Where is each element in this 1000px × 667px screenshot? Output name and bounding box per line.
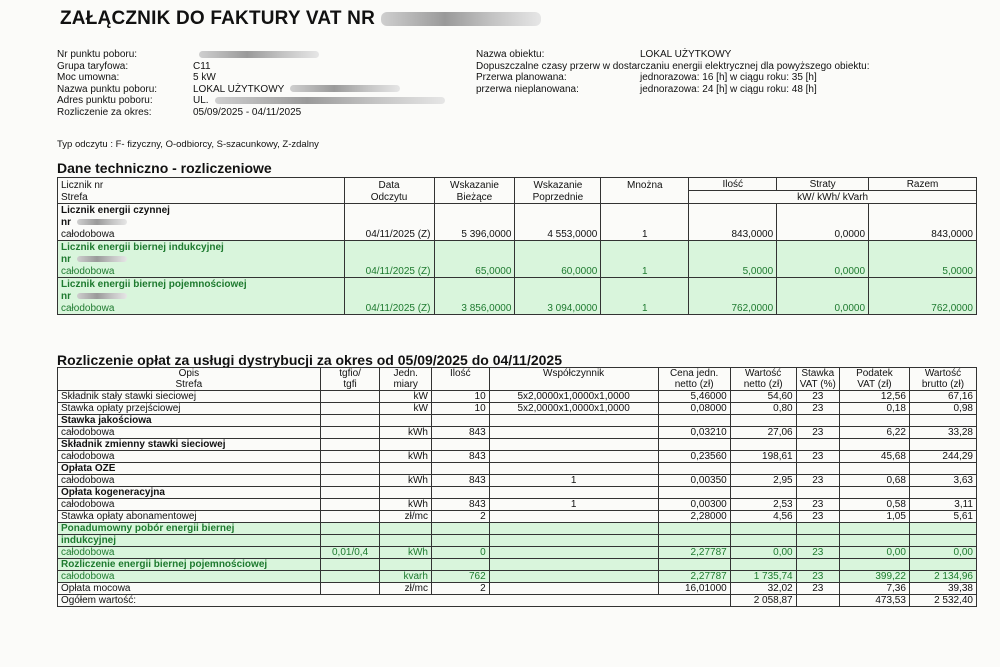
fee-st: 23 — [796, 475, 839, 487]
meter-number-row — [58, 253, 977, 265]
reading-ilosc: 5,0000 — [689, 265, 777, 278]
fee-st: 23 — [796, 499, 839, 511]
fee-opis: Stawka opłaty abonamentowej — [58, 511, 321, 523]
object-info-row — [476, 49, 870, 61]
t2-total-row — [58, 595, 977, 607]
pod-info-value: C11 — [193, 60, 211, 72]
fee-opis: Stawka opłaty przejściowej — [58, 403, 321, 415]
t2-h-tgfi: tgfi — [320, 379, 380, 391]
fee-st: 23 — [796, 451, 839, 463]
fee-wb: 3,11 — [909, 499, 976, 511]
t2-h-wn-netto: netto (zł) — [730, 379, 796, 391]
t1-h-odczytu: Odczytu — [344, 191, 434, 204]
fee-item-row — [58, 427, 977, 439]
meter-name: Licznik energii biernej pojemnościowej — [58, 278, 345, 291]
fee-tg — [320, 583, 380, 595]
fee-wn: 198,61 — [730, 451, 796, 463]
fee-pv: 7,36 — [839, 583, 909, 595]
t2-h-strefa: Strefa — [58, 379, 321, 391]
fee-wn: 2,95 — [730, 475, 796, 487]
fee-opis: całodobowa — [58, 451, 321, 463]
fee-st: 23 — [796, 427, 839, 439]
reading-strefa: całodobowa — [58, 265, 345, 278]
total-netto: 2 058,87 — [730, 595, 796, 607]
fee-item-row — [58, 475, 977, 487]
object-info-label: przerwa nieplanowana: — [476, 83, 579, 95]
t1-h-biezace: Bieżące — [434, 191, 515, 204]
reading-biezace: 5 396,0000 — [434, 228, 515, 241]
fee-tg — [320, 427, 380, 439]
redacted-value — [199, 51, 319, 58]
t2-header-row-2 — [58, 379, 977, 391]
reading-razem: 843,0000 — [869, 228, 977, 241]
fee-wsp: 5x2,0000x1,0000x1,0000 — [489, 403, 658, 415]
fee-wb: 39,38 — [909, 583, 976, 595]
fee-pv: 0,58 — [839, 499, 909, 511]
reading-strefa: całodobowa — [58, 228, 345, 241]
pod-info-label: Moc umowna: — [57, 72, 120, 83]
object-info-row — [476, 84, 870, 96]
section-technical-title: Dane techniczno - rozliczeniowe — [57, 160, 272, 176]
fee-cena: 0,08000 — [658, 403, 730, 415]
fee-group-name: Opłata kogeneracyjna — [58, 487, 321, 499]
redacted-invoice-number — [381, 12, 541, 26]
fee-wb: 244,29 — [909, 451, 976, 463]
t1-header-row-2 — [58, 191, 977, 204]
t1-header-row-1 — [58, 178, 977, 191]
fee-group-row — [58, 559, 977, 571]
fee-pv: 45,68 — [839, 451, 909, 463]
pod-info-value: LOKAL UŻYTKOWY — [193, 83, 285, 95]
fee-opis: całodobowa — [58, 475, 321, 487]
fee-wn: 32,02 — [730, 583, 796, 595]
fee-cena: 0,23560 — [658, 451, 730, 463]
pod-info-row — [57, 72, 445, 84]
fee-il: 0 — [431, 547, 489, 559]
fee-st: 23 — [796, 511, 839, 523]
pod-info-label: Grupa taryfowa: — [57, 60, 129, 72]
t1-h-poprzednie: Poprzednie — [515, 191, 601, 204]
fee-il: 2 — [431, 583, 489, 595]
fee-il: 10 — [431, 391, 489, 403]
pod-info-row — [57, 84, 445, 96]
fee-cena: 16,01000 — [658, 583, 730, 595]
t1-h-ilosc: Ilość — [689, 178, 777, 191]
t2-h-cena-netto: netto (zł) — [658, 379, 730, 391]
fee-wsp: 5x2,0000x1,0000x1,0000 — [489, 391, 658, 403]
distribution-fees-table — [57, 367, 977, 607]
fee-group-row — [58, 535, 977, 547]
fee-tg: 0,01/0,4 — [320, 547, 380, 559]
meter-name-row — [58, 204, 977, 217]
fee-item-row — [58, 511, 977, 523]
fee-opis: całodobowa — [58, 427, 321, 439]
t2-h-wn: Wartość — [730, 368, 796, 380]
meter-number — [58, 290, 345, 302]
fee-cena: 0,00350 — [658, 475, 730, 487]
meter-reading-row — [58, 265, 977, 278]
meter-name: Licznik energii czynnej — [58, 204, 345, 217]
meter-nr-label: nr — [61, 254, 71, 265]
fee-group-name: indukcyjnej — [58, 535, 321, 547]
fee-jm: zł/mc — [380, 511, 432, 523]
pod-info-value: 5 kW — [193, 72, 216, 83]
t2-h-brutto: brutto (zł) — [909, 379, 976, 391]
fee-cena: 0,00300 — [658, 499, 730, 511]
fee-wb: 0,98 — [909, 403, 976, 415]
fee-jm: kvarh — [380, 571, 432, 583]
meter-number — [58, 216, 345, 228]
fee-opis: Składnik stały stawki sieciowej — [58, 391, 321, 403]
fee-il: 2 — [431, 511, 489, 523]
fee-tg — [320, 499, 380, 511]
t2-h-opis: Opis — [58, 368, 321, 380]
t1-h-data: Data — [344, 178, 434, 191]
fee-jm: zł/mc — [380, 583, 432, 595]
redacted-value — [215, 97, 445, 104]
fee-group-name: Stawka jakościowa — [58, 415, 321, 427]
t1-h-straty: Straty — [777, 178, 869, 191]
fee-group-name: Opłata OZE — [58, 463, 321, 475]
object-info-value: jednorazowa: 24 [h] w ciągu roku: 48 [h] — [640, 83, 817, 95]
fee-jm: kWh — [380, 475, 432, 487]
fee-st: 23 — [796, 391, 839, 403]
fee-pv: 6,22 — [839, 427, 909, 439]
point-of-delivery-info — [57, 49, 445, 118]
fee-wn: 0,00 — [730, 547, 796, 559]
fee-tg — [320, 403, 380, 415]
pod-info-label: Rozliczenie za okres: — [57, 106, 152, 118]
fee-wb: 3,63 — [909, 475, 976, 487]
t1-h-wskazanie-p: Wskazanie — [515, 178, 601, 191]
object-info — [476, 49, 870, 95]
reading-types-legend: Typ odczytu : F- fizyczny, O-odbiorcy, S-szacunkowy, Z-zdalny — [57, 139, 319, 150]
fee-item-row — [58, 583, 977, 595]
fee-item-row — [58, 451, 977, 463]
meter-name-row — [58, 278, 977, 291]
fee-pv: 1,05 — [839, 511, 909, 523]
fee-pv: 0,00 — [839, 547, 909, 559]
reading-poprzednie: 60,0000 — [515, 265, 601, 278]
fee-opis: całodobowa — [58, 571, 321, 583]
fee-wsp — [489, 583, 658, 595]
t1-h-units: kW/ kWh/ kVarh — [689, 191, 977, 204]
fee-wn: 27,06 — [730, 427, 796, 439]
pod-info-label: Nazwa punktu poboru: — [57, 83, 158, 95]
fee-item-row — [58, 571, 977, 583]
fee-item-row — [58, 403, 977, 415]
fee-cena: 2,27787 — [658, 571, 730, 583]
object-info-value: LOKAL UŻYTKOWY — [640, 49, 732, 60]
fee-group-row — [58, 463, 977, 475]
fee-wsp: 1 — [489, 475, 658, 487]
reading-razem: 5,0000 — [869, 265, 977, 278]
fee-wn: 1 735,74 — [730, 571, 796, 583]
t2-h-vat-pct: VAT (%) — [796, 379, 839, 391]
total-vat: 473,53 — [839, 595, 909, 607]
fee-wn: 2,53 — [730, 499, 796, 511]
fee-opis: całodobowa — [58, 499, 321, 511]
fee-il: 10 — [431, 403, 489, 415]
title-text: ZAŁĄCZNIK DO FAKTURY VAT NR — [60, 8, 376, 29]
fee-il: 762 — [431, 571, 489, 583]
pod-info-value: 05/09/2025 - 04/11/2025 — [193, 106, 302, 118]
fee-wsp — [489, 547, 658, 559]
meter-nr-label: nr — [61, 291, 71, 302]
t2-h-vat-zl: VAT (zł) — [839, 379, 909, 391]
pod-info-row — [57, 107, 445, 119]
fee-pv: 399,22 — [839, 571, 909, 583]
fee-pv: 0,68 — [839, 475, 909, 487]
object-info-label: Nazwa obiektu: — [476, 49, 545, 60]
fee-wb: 2 134,96 — [909, 571, 976, 583]
meter-number — [58, 253, 345, 265]
fee-jm: kWh — [380, 499, 432, 511]
t1-h-licznik: Licznik nr — [58, 178, 345, 191]
fee-group-row — [58, 487, 977, 499]
t2-h-wb: Wartość — [909, 368, 976, 380]
fee-tg — [320, 511, 380, 523]
t2-h-wsp: Współczynnik — [489, 368, 658, 380]
reading-mnozna: 1 — [601, 265, 689, 278]
reading-straty: 0,0000 — [777, 228, 869, 241]
redacted-meter-number — [77, 219, 127, 225]
document-title — [60, 8, 541, 30]
fee-tg — [320, 571, 380, 583]
reading-mnozna: 1 — [601, 302, 689, 315]
object-info-value: jednorazowa: 16 [h] w ciągu roku: 35 [h] — [640, 72, 817, 83]
fee-wn: 4,56 — [730, 511, 796, 523]
fee-wsp — [489, 511, 658, 523]
fee-wb: 67,16 — [909, 391, 976, 403]
reading-data: 04/11/2025 (Z) — [344, 265, 434, 278]
redacted-meter-number — [77, 256, 127, 262]
total-brutto: 2 532,40 — [909, 595, 976, 607]
meter-nr-label: nr — [61, 217, 71, 228]
fee-jm: kWh — [380, 547, 432, 559]
fee-wsp: 1 — [489, 499, 658, 511]
meter-name-row — [58, 241, 977, 254]
t2-h-cena: Cena jedn. — [658, 368, 730, 380]
reading-poprzednie: 4 553,0000 — [515, 228, 601, 241]
pod-info-row — [57, 49, 445, 61]
t1-h-mnozna: Mnożna — [601, 178, 689, 191]
fee-wsp — [489, 571, 658, 583]
fee-wsp — [489, 451, 658, 463]
meter-number-row — [58, 216, 977, 228]
fee-item-row — [58, 391, 977, 403]
fee-wn: 0,80 — [730, 403, 796, 415]
reading-data: 04/11/2025 (Z) — [344, 302, 434, 315]
fee-group-row — [58, 439, 977, 451]
fee-group-name: Ponadumowny pobór energii biernej — [58, 523, 321, 535]
fee-group-row — [58, 523, 977, 535]
fee-cena: 0,03210 — [658, 427, 730, 439]
fee-tg — [320, 391, 380, 403]
fee-wsp — [489, 427, 658, 439]
fee-opis: Opłata mocowa — [58, 583, 321, 595]
fee-opis: całodobowa — [58, 547, 321, 559]
fee-pv: 0,18 — [839, 403, 909, 415]
object-info-row — [476, 61, 870, 73]
reading-biezace: 3 856,0000 — [434, 302, 515, 315]
fee-wb: 5,61 — [909, 511, 976, 523]
fee-jm: kWh — [380, 451, 432, 463]
fee-cena: 2,27787 — [658, 547, 730, 559]
fee-st: 23 — [796, 403, 839, 415]
t2-header-row-1 — [58, 368, 977, 380]
reading-biezace: 65,0000 — [434, 265, 515, 278]
fee-il: 843 — [431, 451, 489, 463]
pod-info-row — [57, 61, 445, 73]
fee-tg — [320, 475, 380, 487]
total-label: Ogółem wartość: — [58, 595, 731, 607]
redacted-meter-number — [77, 293, 127, 299]
meter-reading-row — [58, 302, 977, 315]
t2-h-tgfio: tgfio/ — [320, 368, 380, 380]
t2-h-jedn: Jedn. — [380, 368, 432, 380]
t1-h-wskazanie-b: Wskazanie — [434, 178, 515, 191]
pod-info-row — [57, 95, 445, 107]
fee-st: 23 — [796, 547, 839, 559]
fee-pv: 12,56 — [839, 391, 909, 403]
meter-name: Licznik energii biernej indukcyjnej — [58, 241, 345, 254]
fee-wn: 54,60 — [730, 391, 796, 403]
reading-poprzednie: 3 094,0000 — [515, 302, 601, 315]
pod-info-label: Nr punktu poboru: — [57, 49, 138, 60]
fee-cena: 2,28000 — [658, 511, 730, 523]
reading-strefa: całodobowa — [58, 302, 345, 315]
fee-il: 843 — [431, 427, 489, 439]
reading-mnozna: 1 — [601, 228, 689, 241]
fee-item-row — [58, 547, 977, 559]
fee-item-row — [58, 499, 977, 511]
fee-wb: 33,28 — [909, 427, 976, 439]
pod-info-label: Adres punktu poboru: — [57, 95, 153, 106]
fee-jm: kWh — [380, 427, 432, 439]
pod-info-value: UL. — [193, 95, 209, 106]
object-info-label: Przerwa planowana: — [476, 72, 567, 83]
reading-data: 04/11/2025 (Z) — [344, 228, 434, 241]
t2-h-stawka: Stawka — [796, 368, 839, 380]
fee-wb: 0,00 — [909, 547, 976, 559]
fee-group-row — [58, 415, 977, 427]
t2-h-miary: miary — [380, 379, 432, 391]
reading-razem: 762,0000 — [869, 302, 977, 315]
meter-reading-row — [58, 228, 977, 241]
fee-st: 23 — [796, 571, 839, 583]
fee-st: 23 — [796, 583, 839, 595]
fee-jm: kW — [380, 391, 432, 403]
technical-data-table — [57, 177, 977, 315]
reading-ilosc: 762,0000 — [689, 302, 777, 315]
fee-jm: kW — [380, 403, 432, 415]
fee-group-name: Rozliczenie energii biernej pojemnościowej — [58, 559, 321, 571]
fee-group-name: Składnik zmienny stawki sieciowej — [58, 439, 321, 451]
reading-straty: 0,0000 — [777, 302, 869, 315]
section-distribution-title: Rozliczenie opłat za usługi dystrybucji za okres od 05/09/2025 do 04/11/2025 — [57, 352, 562, 368]
t1-h-razem: Razem — [869, 178, 977, 191]
object-info-row — [476, 72, 870, 84]
reading-straty: 0,0000 — [777, 265, 869, 278]
t2-h-ilosc: Ilość — [431, 368, 489, 380]
object-info-label: Dopuszczalne czasy przerw w dostarczaniu energii elektrycznej dla powyższego obiektu: — [476, 60, 870, 72]
meter-number-row — [58, 290, 977, 302]
fee-cena: 5,46000 — [658, 391, 730, 403]
fee-tg — [320, 451, 380, 463]
fee-il: 843 — [431, 499, 489, 511]
fee-il: 843 — [431, 475, 489, 487]
t2-h-podatek: Podatek — [839, 368, 909, 380]
t1-h-strefa: Strefa — [58, 191, 345, 204]
redacted-value — [290, 85, 400, 92]
reading-ilosc: 843,0000 — [689, 228, 777, 241]
